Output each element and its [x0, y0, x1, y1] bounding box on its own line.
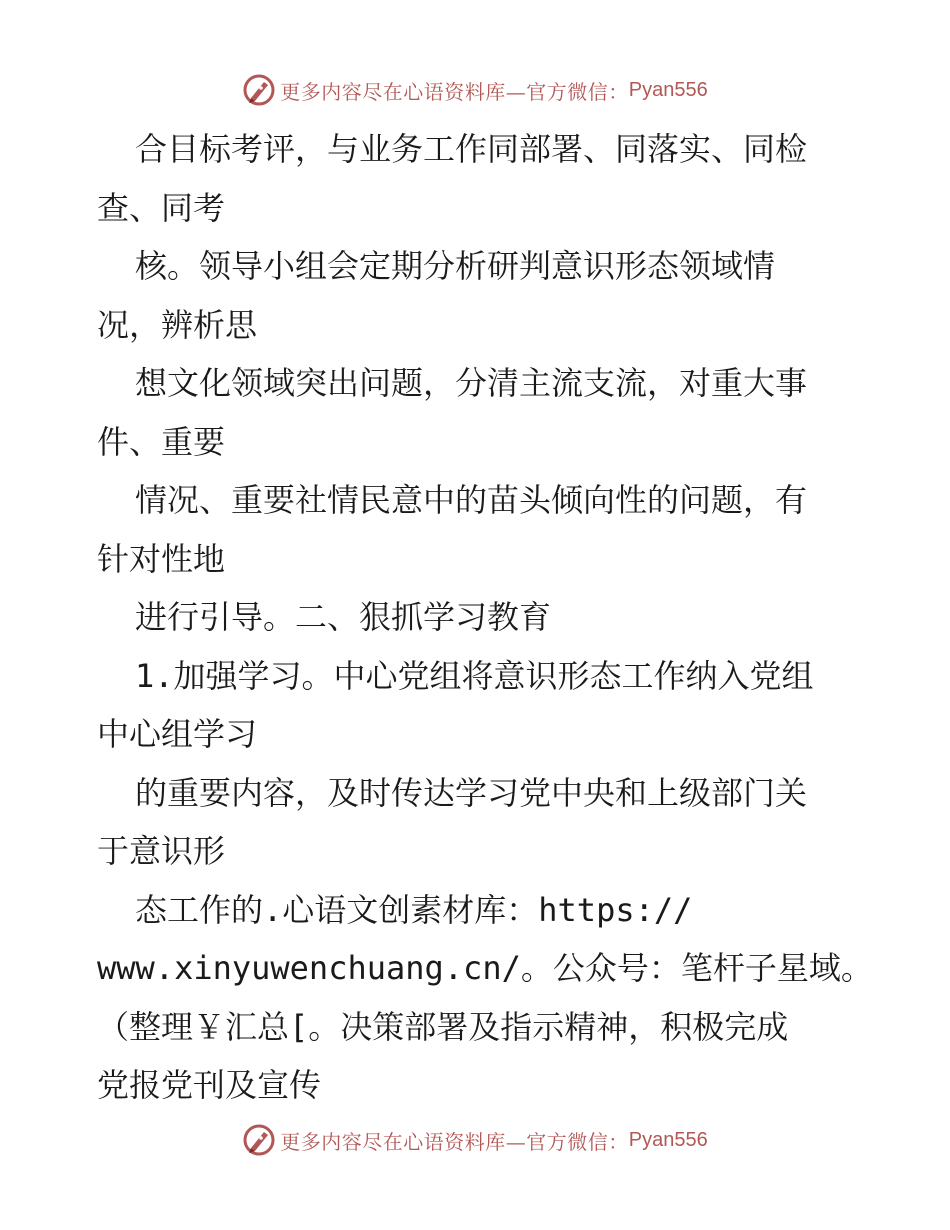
body-line: 合目标考评，与业务工作同部署、同落实、同检: [135, 130, 808, 168]
header-banner: [0, 68, 950, 112]
body-line: www.xinyuwenchuang.cn/。公众号：笔杆子星域。: [97, 949, 873, 987]
body-line: 态工作的.心语文创素材库：https://: [135, 890, 693, 929]
body-line: 件、重要: [97, 422, 226, 461]
body-line: 查、同考: [97, 188, 226, 227]
footer-wechat-id: Pyan556: [628, 1128, 708, 1151]
body-line: 进行引导。二、狠抓学习教育: [135, 598, 552, 636]
body-line: 1.加强学习。中心党组将意识形态工作纳入党组: [135, 656, 814, 695]
body-line: 想文化领域突出问题，分清主流支流，对重大事: [135, 364, 808, 402]
body-line: 针对性地: [97, 539, 226, 578]
header-banner-text: 更多内容尽在心语资料库—官方微信：: [280, 79, 629, 104]
footer-banner: [0, 1118, 950, 1162]
footer-banner-text: 更多内容尽在心语资料库—官方微信：: [280, 1129, 629, 1154]
body-line: 的重要内容，及时传达学习党中央和上级部门关: [135, 773, 808, 812]
pen-nib-logo-icon: [242, 73, 276, 107]
header-wechat-id: Pyan556: [628, 78, 708, 101]
body-line: 中心组学习: [97, 715, 258, 753]
body-line: 情况、重要社情民意中的苗头倾向性的问题，有: [135, 481, 808, 519]
body-line: 于意识形: [97, 832, 226, 870]
document-body: [97, 120, 873, 1115]
body-line: 核。领导小组会定期分析研判意识形态领域情: [135, 247, 776, 285]
pen-nib-logo-icon: [242, 1123, 276, 1157]
body-line: 况，辨析思: [97, 305, 258, 344]
body-line: （整理￥汇总[。决策部署及指示精神，积极完成: [97, 1007, 789, 1046]
body-line: 党报党刊及宣传: [97, 1066, 322, 1104]
